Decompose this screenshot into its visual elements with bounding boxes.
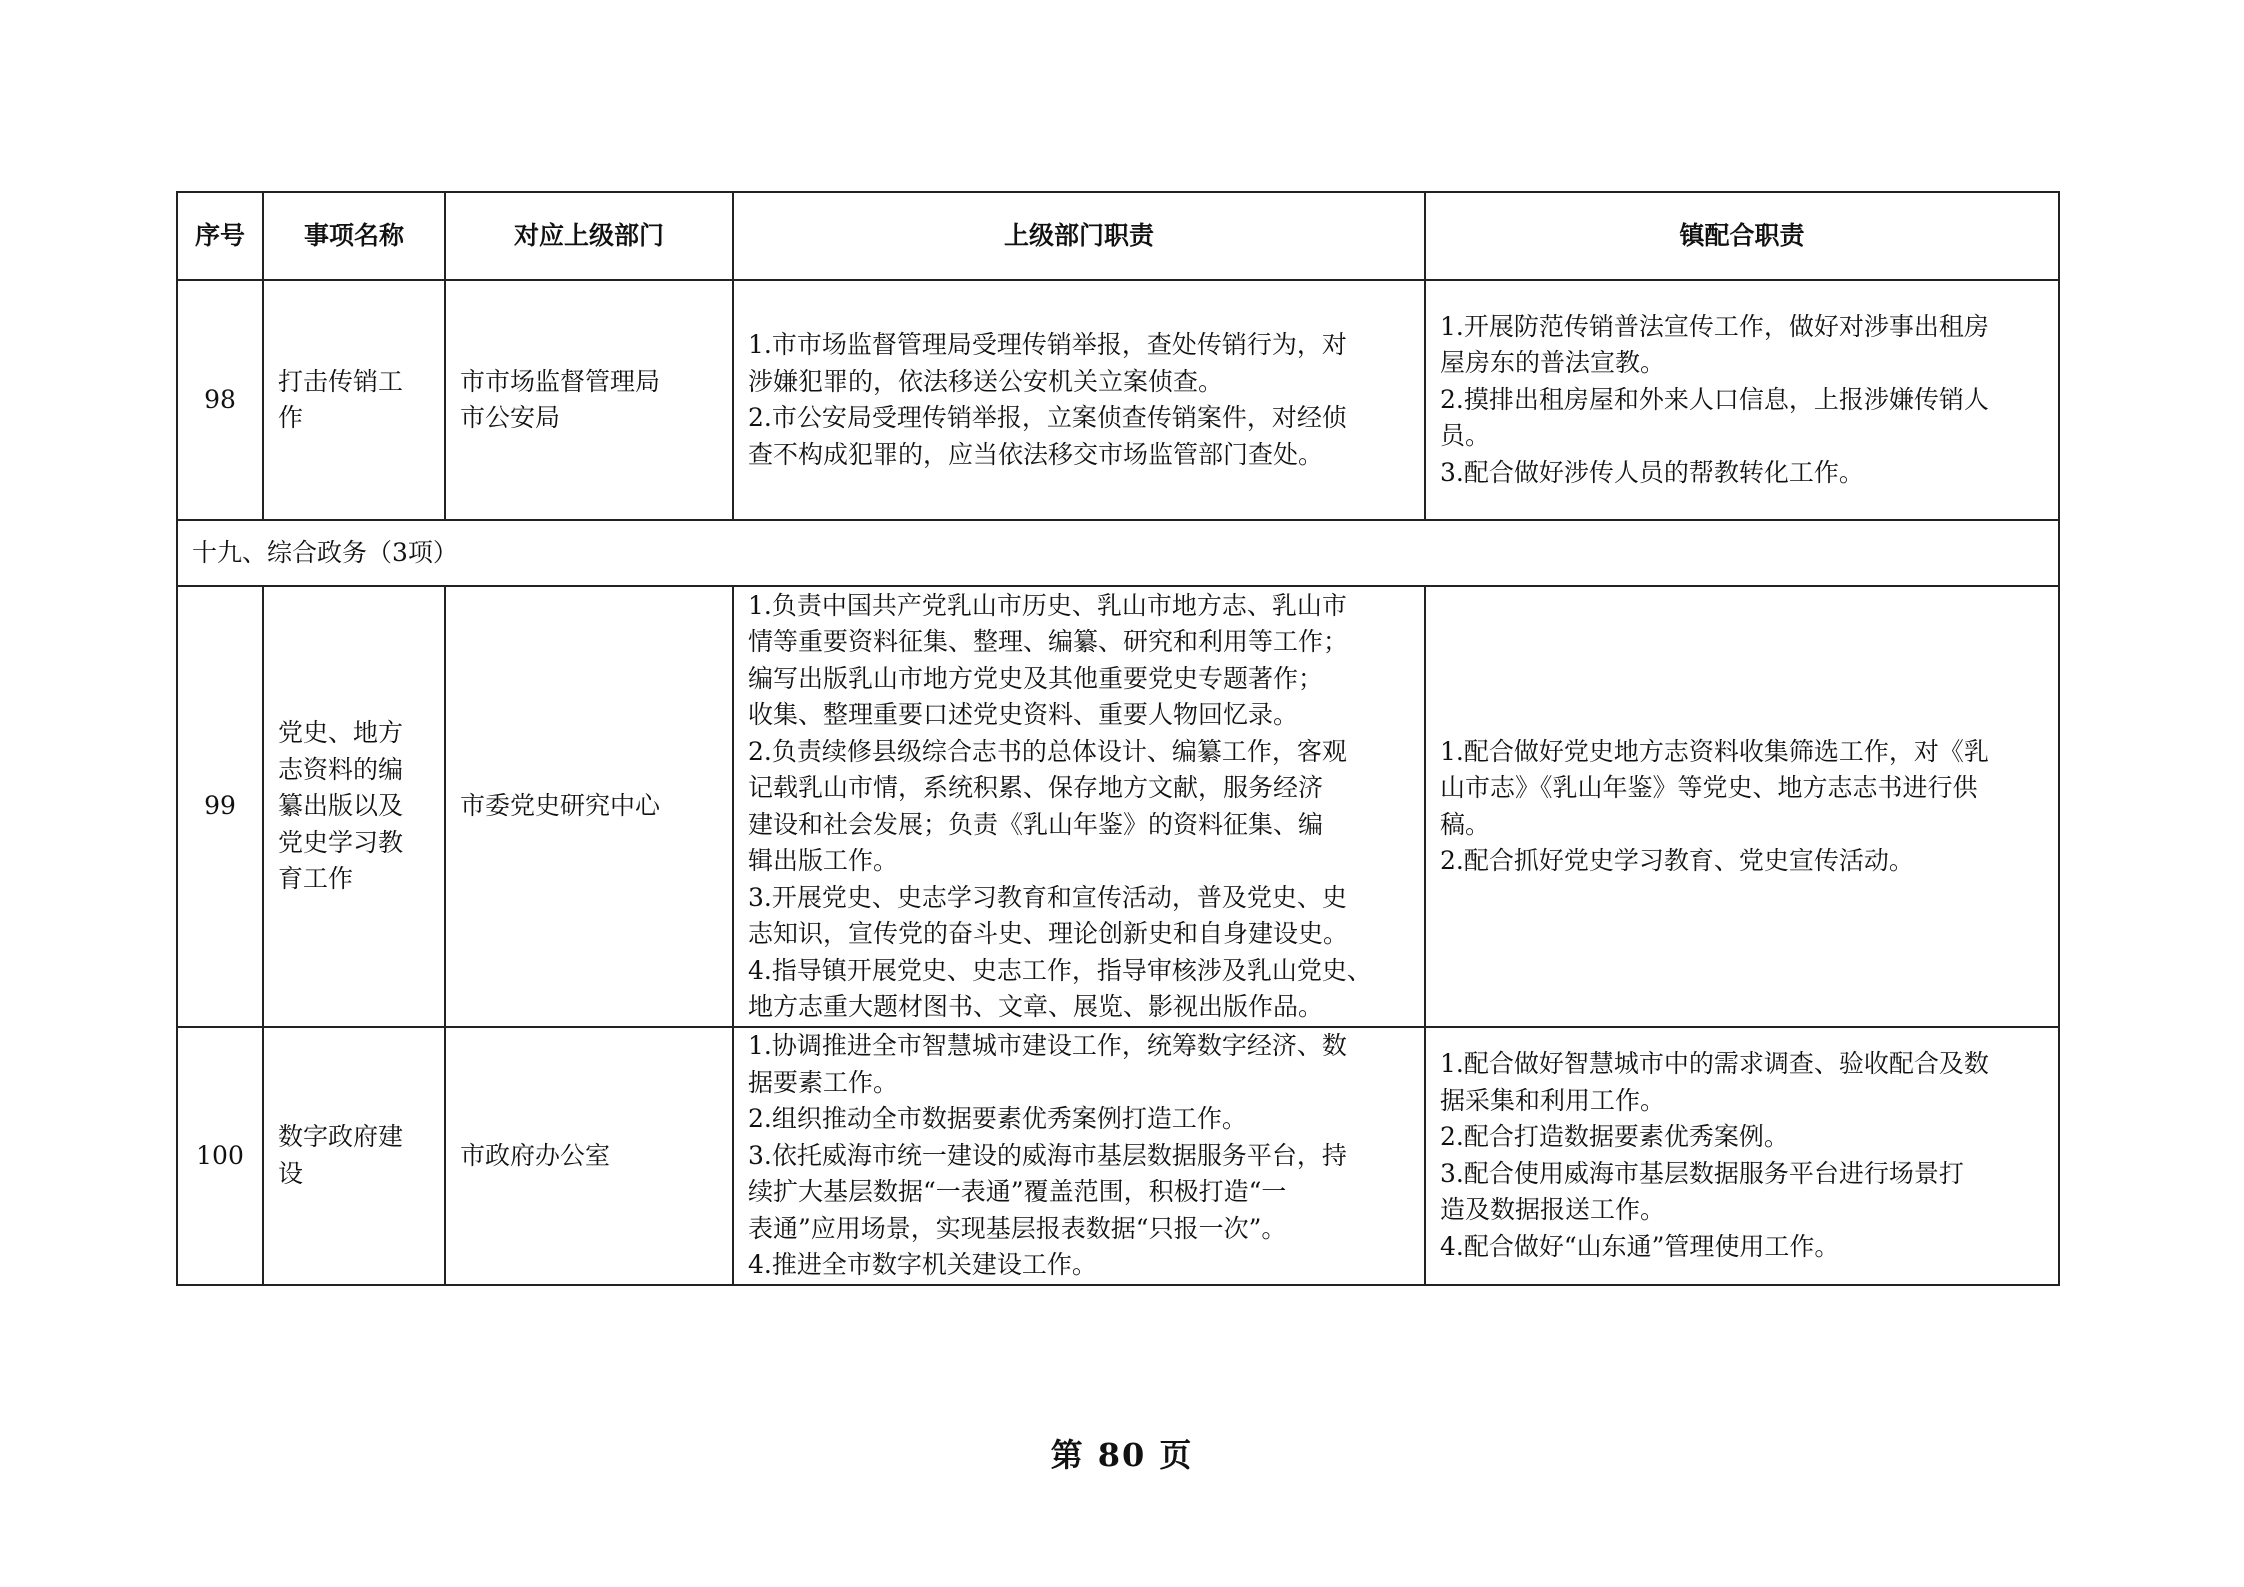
header-superior-duty: 上级部门职责 [733, 192, 1425, 280]
superior-duty-cell-line: 据要素工作。 [748, 1067, 899, 1097]
superior-dept-cell-line: 市市场监督管理局 [460, 366, 661, 396]
superior-duty-cell-line: 地方志重大题材图书、文章、展览、影视出版作品。 [748, 992, 1324, 1021]
superior-duty-cell-line: 1.协调推进全市智慧城市建设工作，统筹数字经济、数 [748, 1031, 1347, 1060]
item-name-cell-line: 育工作 [278, 864, 354, 894]
town-duty-cell-line: 稿。 [1440, 809, 1491, 839]
town-duty-cell-line: 3.配合使用威海市基层数据服务平台进行场景打 [1440, 1158, 1964, 1188]
town-duty-cell [1425, 586, 2059, 1027]
table-row [177, 586, 2059, 1027]
town-duty-cell-line: 4.配合做好“山东通”管理使用工作。 [1440, 1231, 1840, 1261]
table-row [177, 1027, 2059, 1285]
town-duty-cell-line: 山市志》《乳山年鉴》等党史、地方志志书进行供 [1440, 773, 1978, 802]
superior-duty-cell-line: 记载乳山市情，系统积累、保存地方文献，服务经济 [748, 773, 1324, 802]
item-name-cell-line: 纂出版以及 [278, 791, 404, 821]
superior-duty-cell-line: 辑出版工作。 [748, 846, 899, 875]
town-duty-cell-line: 据采集和利用工作。 [1440, 1085, 1666, 1115]
superior-dept-cell [445, 280, 733, 520]
section-row [177, 520, 2059, 586]
item-name-cell-line: 设 [278, 1158, 304, 1188]
table-row [177, 280, 2059, 520]
item-name-cell-line: 作 [278, 403, 304, 432]
superior-duty-cell-line: 2.市公安局受理传销举报，立案侦查传销案件，对经侦 [748, 403, 1347, 432]
superior-duty-cell-line: 3.依托威海市统一建设的威海市基层数据服务平台，持 [748, 1140, 1347, 1170]
superior-duty-cell-line: 4.指导镇开展党史、史志工作，指导审核涉及乳山党史、 [748, 955, 1372, 985]
town-duty-cell-line: 3.配合做好涉传人员的帮教转化工作。 [1440, 457, 1864, 487]
serial-cell: 99 [177, 586, 263, 1027]
superior-duty-cell [733, 1027, 1425, 1285]
town-duty-cell-line: 屋房东的普法宣教。 [1440, 348, 1666, 378]
town-duty-cell [1425, 1027, 2059, 1285]
superior-duty-cell-line: 2.组织推动全市数据要素优秀案例打造工作。 [748, 1104, 1247, 1133]
item-name-cell-line: 数字政府建 [278, 1122, 404, 1152]
item-name-cell [263, 280, 445, 520]
serial-cell: 98 [177, 280, 263, 520]
header-town-duty: 镇配合职责 [1425, 192, 2059, 280]
superior-duty-cell-line: 表通”应用场景，实现基层报表数据“只报一次”。 [748, 1213, 1287, 1243]
superior-duty-cell-line: 志知识，宣传党的奋斗史、理论创新史和自身建设史。 [748, 919, 1349, 948]
town-duty-cell-line: 2.配合抓好党史学习教育、党史宣传活动。 [1440, 846, 1914, 875]
page-number: 第 80 页 [1050, 1436, 1194, 1474]
superior-duty-cell-line: 4.推进全市数字机关建设工作。 [748, 1250, 1097, 1279]
superior-duty-cell-line: 收集、整理重要口述党史资料、重要人物回忆录。 [748, 700, 1299, 729]
superior-duty-cell-line: 3.开展党史、史志学习教育和宣传活动，普及党史、史 [748, 882, 1347, 912]
town-duty-cell-line: 造及数据报送工作。 [1440, 1195, 1666, 1225]
item-name-cell-line: 志资料的编 [278, 754, 404, 784]
superior-duty-cell-line: 编写出版乳山市地方党史及其他重要党史专题著作； [748, 663, 1324, 693]
superior-duty-cell-line: 续扩大基层数据“一表通”覆盖范围，积极打造“一 [748, 1177, 1287, 1206]
header-serial: 序号 [177, 192, 263, 280]
superior-dept-cell-line: 市公安局 [460, 403, 561, 432]
town-duty-cell-line: 1.配合做好智慧城市中的需求调查、验收配合及数 [1440, 1049, 1989, 1079]
item-name-cell [263, 586, 445, 1027]
town-duty-cell [1425, 280, 2059, 520]
item-name-cell-line: 打击传销工 [278, 366, 404, 396]
superior-duty-cell-line: 涉嫌犯罪的，依法移送公安机关立案侦查。 [748, 366, 1224, 396]
town-duty-cell-line: 2.摸排出租房屋和外来人口信息，上报涉嫌传销人 [1440, 384, 1989, 414]
town-duty-cell-line: 员。 [1440, 421, 1491, 451]
superior-duty-cell-line: 情等重要资料征集、整理、编纂、研究和利用等工作； [748, 627, 1349, 656]
superior-duty-cell [733, 280, 1425, 520]
item-name-cell-line: 党史、地方 [278, 718, 404, 748]
superior-duty-cell-line: 2.负责续修县级综合志书的总体设计、编纂工作，客观 [748, 736, 1347, 766]
superior-duty-cell-line: 建设和社会发展；负责《乳山年鉴》的资料征集、编 [748, 809, 1324, 839]
town-duty-cell-line: 2.配合打造数据要素优秀案例。 [1440, 1122, 1789, 1152]
header-item-name: 事项名称 [263, 192, 445, 280]
header-superior-dept: 对应上级部门 [445, 192, 733, 280]
superior-duty-cell [733, 586, 1425, 1027]
town-duty-cell-line: 1.开展防范传销普法宣传工作，做好对涉事出租房 [1440, 311, 1989, 341]
superior-duty-cell-line: 1.市市场监督管理局受理传销举报，查处传销行为，对 [748, 330, 1347, 359]
superior-dept-cell-line: 市委党史研究中心 [460, 791, 661, 821]
table-header-row [177, 192, 2059, 280]
superior-dept-cell [445, 586, 733, 1027]
town-duty-cell-line: 1.配合做好党史地方志资料收集筛选工作，对《乳 [1440, 736, 1989, 766]
section-title: 十九、综合政务（3项） [177, 520, 2059, 586]
item-name-cell-line: 党史学习教 [278, 827, 404, 857]
item-name-cell [263, 1027, 445, 1285]
duty-table [176, 191, 2060, 1286]
superior-duty-cell-line: 1.负责中国共产党乳山市历史、乳山市地方志、乳山市 [748, 590, 1347, 620]
serial-cell: 100 [177, 1027, 263, 1285]
superior-duty-cell-line: 查不构成犯罪的，应当依法移交市场监管部门查处。 [748, 439, 1324, 469]
superior-dept-cell [445, 1027, 733, 1285]
superior-dept-cell-line: 市政府办公室 [460, 1140, 611, 1170]
